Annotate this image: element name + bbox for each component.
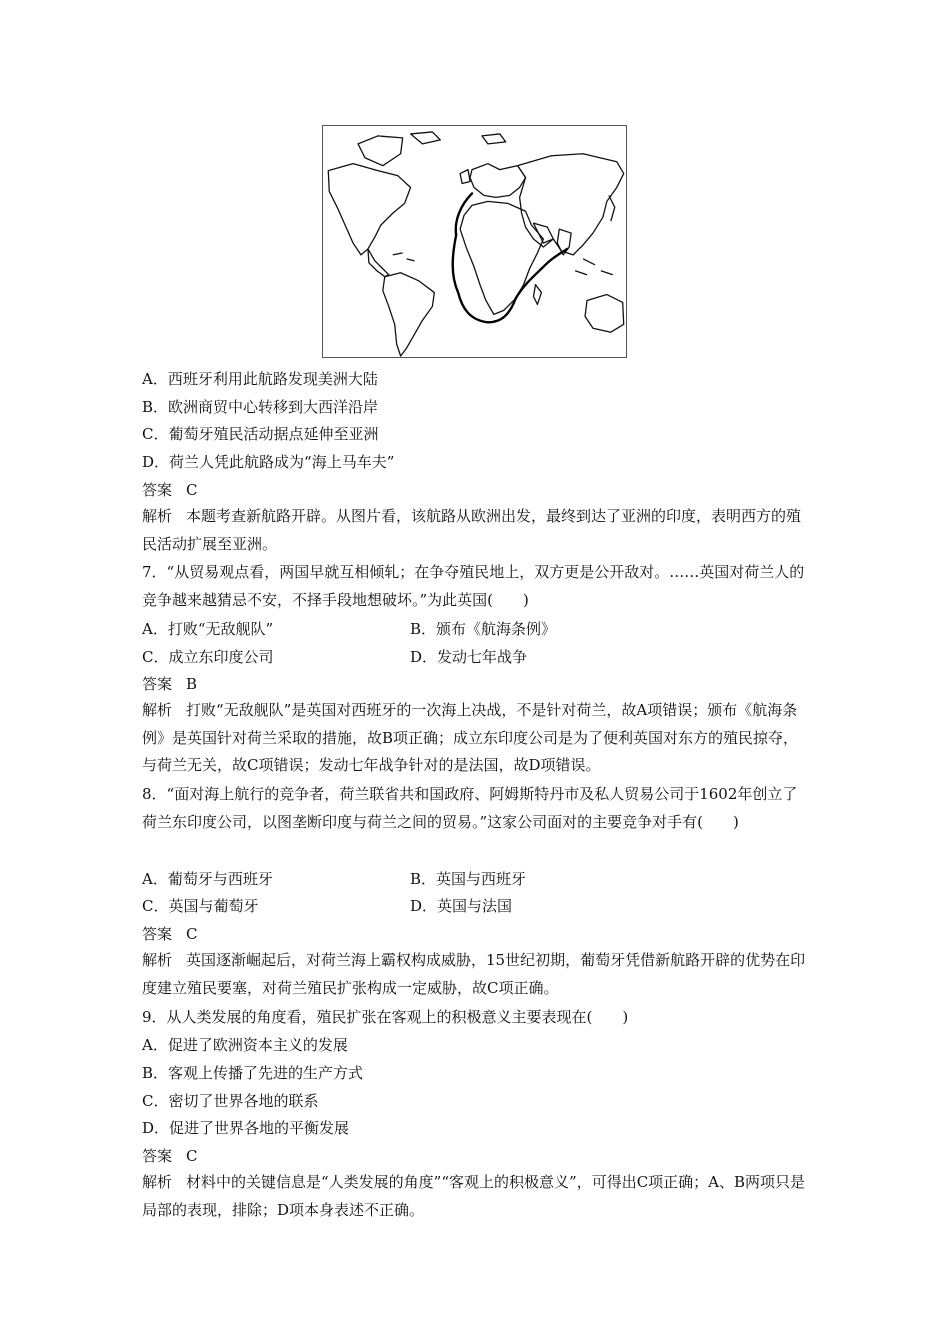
- world-map-svg: [323, 126, 626, 357]
- q7-option-a: A．打败“无敌舰队”: [142, 620, 274, 638]
- q8-stem: 8．“面对海上航行的竞争者，荷兰联省共和国政府、阿姆斯特丹市及私人贸易公司于1602年创立了荷兰东印度公司，以图垄断印度与荷兰之间的贸易。”这家公司面对的主要竞争对手有( ): [142, 785, 798, 831]
- analysis-label: 解析: [142, 507, 173, 525]
- analysis-label: 解析: [142, 701, 173, 719]
- q7-option-c: C．成立东印度公司: [142, 648, 274, 666]
- answer-label: 答案: [142, 675, 173, 693]
- q6-option-a: A．西班牙利用此航路发现美洲大陆: [142, 370, 378, 388]
- q8-option-a: A．葡萄牙与西班牙: [142, 870, 273, 888]
- analysis-text: 材料中的关键信息是“人类发展的角度”“客观上的积极意义”，可得出C项正确；A、B两项只是局部的表现，排除；D项本身表述不正确。: [142, 1173, 806, 1219]
- q7-analysis: [142, 697, 810, 780]
- british-isles: [460, 170, 470, 184]
- q8-option-c: C．英国与葡萄牙: [142, 897, 259, 915]
- analysis-label: 解析: [142, 951, 173, 969]
- q6-option-d: D．荷兰人凭此航路成为“海上马车夫”: [142, 453, 395, 471]
- central-america-outline: [368, 249, 389, 277]
- q6-answer-line: [142, 480, 198, 500]
- analysis-text: 打败“无敌舰队”是英国对西班牙的一次海上决战，不是针对荷兰，故A项错误；颁布《航海条例》是英国针对荷兰采取的措施，故B项正确；成立东印度公司是为了便利英国对东方的殖民掠夺，与荷兰无关，故C项错误；发动七年战争针对的是法国，故D项错误。: [142, 701, 799, 775]
- q9-option-d: D．促进了世界各地的平衡发展: [142, 1119, 350, 1137]
- q6-analysis: [142, 503, 810, 558]
- arctic-islands: [411, 132, 506, 144]
- japan-outline: [609, 195, 615, 221]
- australia-outline: [585, 295, 624, 333]
- analysis-label: 解析: [142, 1173, 173, 1191]
- q9-option-c: C．密切了世界各地的联系: [142, 1092, 319, 1110]
- q8-answer-line: [142, 924, 198, 944]
- q6-option-c: C．葡萄牙殖民活动据点延伸至亚洲: [142, 425, 379, 443]
- q9-option-b: B．客观上传播了先进的生产方式: [142, 1064, 364, 1082]
- q9-answer-line: [142, 1146, 198, 1166]
- southeast-asia-islands: [575, 259, 613, 275]
- q9-analysis: [142, 1169, 810, 1224]
- analysis-text: 本题考查新航路开辟。从图片看，该航路从欧洲出发，最终到达了亚洲的印度，表明西方的殖民活动扩展至亚洲。: [142, 507, 802, 553]
- analysis-text: 英国逐渐崛起后，对荷兰海上霸权构成威胁，15世纪初期，葡萄牙凭借新航路开辟的优势在印度建立殖民要塞，对荷兰殖民扩张构成一定威胁，故C项正确。: [142, 951, 806, 997]
- q7-option-b: B．颁布《航海条例》: [410, 620, 557, 638]
- madagascar-outline: [533, 285, 541, 305]
- south-america-outline: [383, 273, 435, 356]
- answer-value: B: [186, 675, 198, 693]
- q8-analysis: [142, 947, 810, 1002]
- q9-stem: 9．从人类发展的角度看，殖民扩张在客观上的积极意义主要表现在( ): [142, 1008, 629, 1026]
- caribbean-islands: [393, 253, 415, 261]
- q7-answer-line: [142, 674, 197, 694]
- q7-stem: 7．“从贸易观点看，两国早就互相倾轧；在争夺殖民地上，双方更是公开敌对。……英国对荷兰人的竞争越来越猜忌不安，不择手段地想破坏。”为此英国( ): [142, 563, 805, 609]
- europe-outline: [470, 164, 526, 198]
- answer-label: 答案: [142, 481, 173, 499]
- q6-option-b: B．欧洲商贸中心转移到大西洋沿岸: [142, 398, 379, 416]
- answer-value: C: [186, 481, 198, 499]
- route-map-figure: [322, 125, 627, 358]
- answer-value: C: [186, 925, 198, 943]
- q8-option-d: D．英国与法国: [410, 897, 513, 915]
- q7-option-d: D．发动七年战争: [410, 648, 528, 666]
- q9-option-a: A．促进了欧洲资本主义的发展: [142, 1036, 348, 1054]
- answer-value: C: [186, 1147, 198, 1165]
- q8-option-b: B．英国与西班牙: [410, 870, 527, 888]
- africa-outline: [460, 201, 543, 314]
- answer-label: 答案: [142, 925, 173, 943]
- north-america-outline: [328, 164, 410, 255]
- answer-label: 答案: [142, 1147, 173, 1165]
- greenland-outline: [358, 136, 403, 166]
